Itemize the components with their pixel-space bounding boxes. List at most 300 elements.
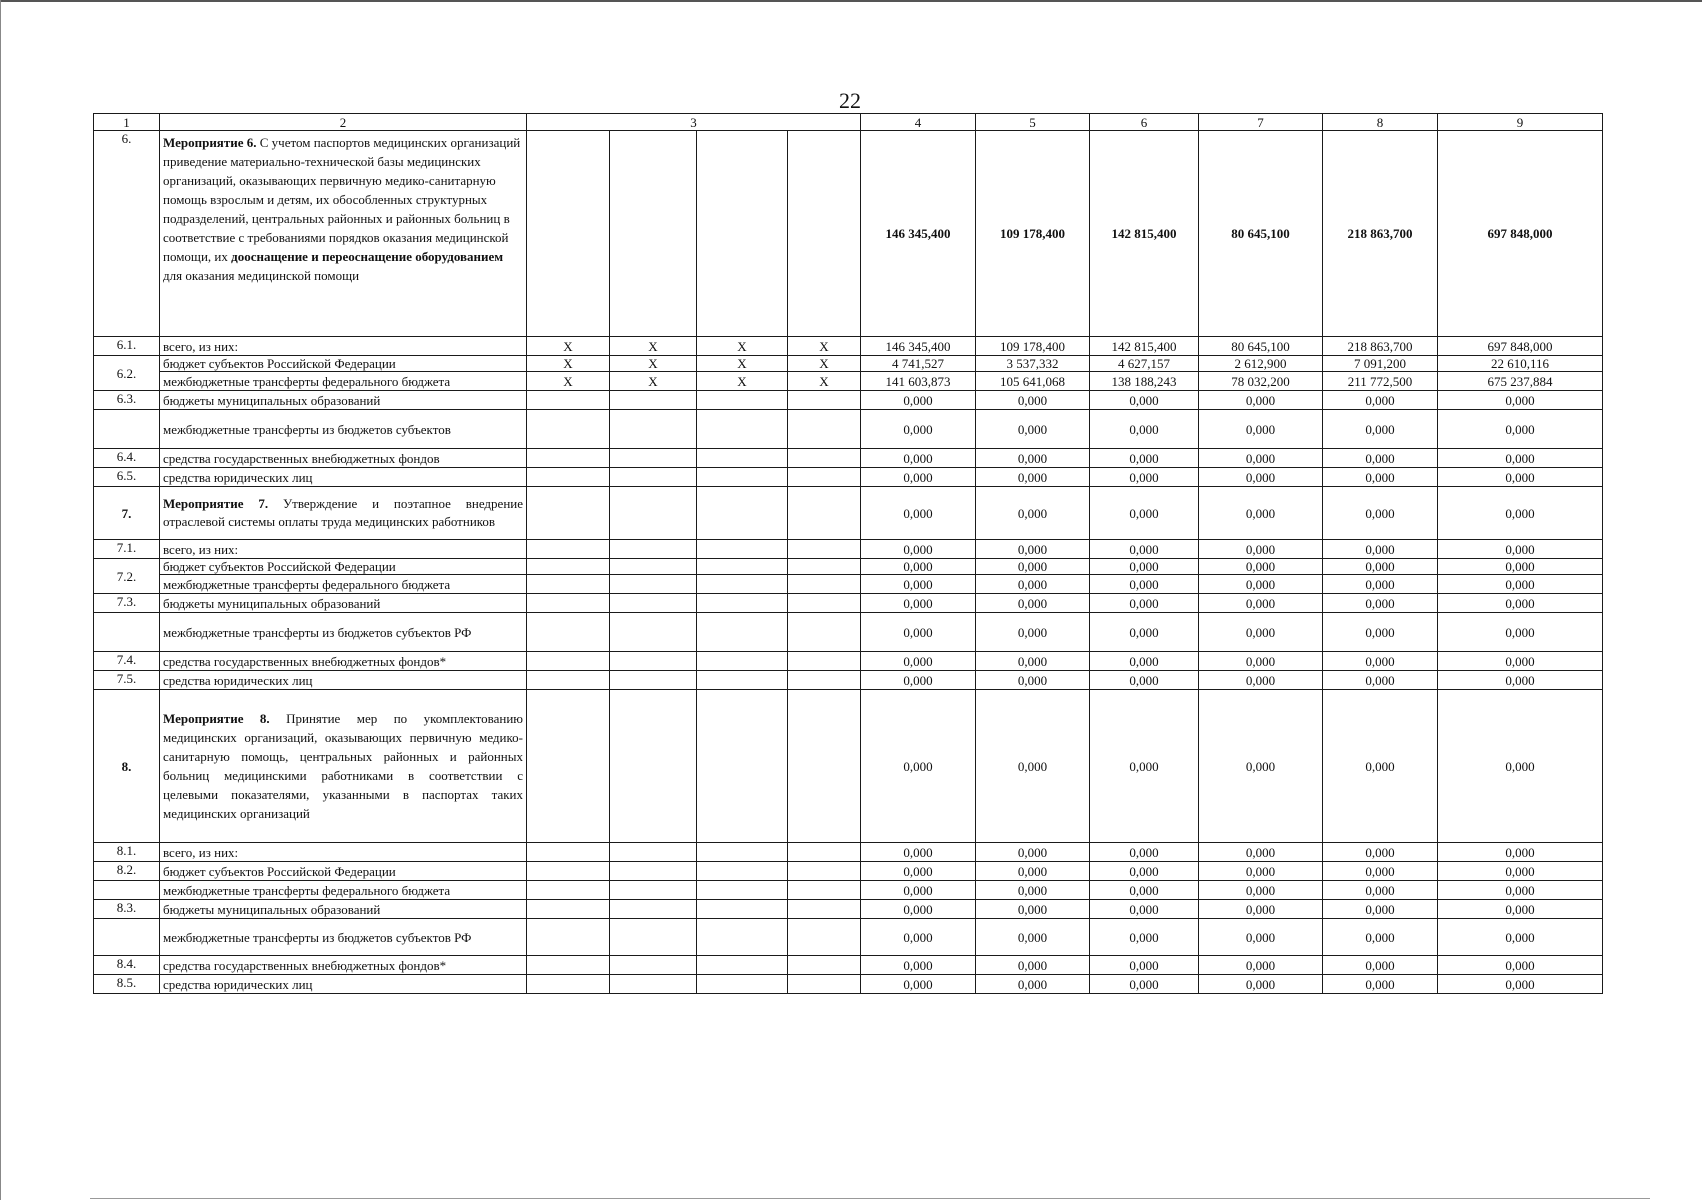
value-cell: 4 741,527 [861,356,976,372]
value-cell: 0,000 [976,919,1090,956]
x-cell [527,487,610,540]
x-cell [527,613,610,652]
activity-title: Мероприятие 6. [163,135,257,150]
x-cell [527,594,610,613]
row-number: 7.4. [94,652,160,671]
value-cell: 0,000 [1199,652,1323,671]
header-cell: 4 [861,114,976,131]
scan-edge-bottom [90,1198,1650,1199]
header-cell: 5 [976,114,1090,131]
x-cell [697,862,788,881]
x-cell [697,881,788,900]
row-number [94,881,160,900]
value-cell: 0,000 [861,956,976,975]
table-row [94,540,1603,559]
x-cell [697,594,788,613]
value-cell: 0,000 [976,410,1090,449]
value-cell: 109 178,400 [976,337,1090,356]
value-cell: 0,000 [1199,410,1323,449]
x-cell [697,449,788,468]
x-cell [788,956,861,975]
x-cell [697,391,788,410]
value-cell: 0,000 [861,575,976,594]
x-cell [610,690,697,843]
x-cell: X [610,372,697,391]
activity-description [160,690,527,843]
row-label: бюджет субъектов Российской Федерации [160,559,527,575]
x-cell [697,900,788,919]
scan-edge-left [0,0,1,1200]
value-cell: 0,000 [1438,843,1603,862]
activity-description [160,487,527,540]
activity-6-row [94,131,1603,337]
value-cell: 0,000 [1438,862,1603,881]
x-cell [788,487,861,540]
value-cell: 0,000 [1199,881,1323,900]
value-cell: 0,000 [1323,690,1438,843]
row-label: средства государственных внебюджетных фондов [160,449,527,468]
x-cell [697,468,788,487]
value-cell: 0,000 [1438,919,1603,956]
value-cell: 0,000 [1323,652,1438,671]
x-cell [788,900,861,919]
x-cell [788,690,861,843]
value-cell: 0,000 [861,900,976,919]
value-cell: 0,000 [1323,613,1438,652]
value-cell: 0,000 [1090,690,1199,843]
table-row [94,671,1603,690]
scan-edge-top [0,0,1702,2]
value-cell: 0,000 [976,613,1090,652]
value-cell: 0,000 [1323,900,1438,919]
row-label: всего, из них: [160,843,527,862]
value-cell: 0,000 [861,594,976,613]
x-cell: X [697,337,788,356]
x-cell [610,540,697,559]
value-cell: 218 863,700 [1323,131,1438,337]
x-cell [697,956,788,975]
value-cell: 142 815,400 [1090,131,1199,337]
value-cell: 0,000 [1090,881,1199,900]
x-cell [788,449,861,468]
value-cell: 0,000 [1438,613,1603,652]
value-cell: 0,000 [1438,690,1603,843]
value-cell: 146 345,400 [861,337,976,356]
x-cell [610,594,697,613]
value-cell: 0,000 [1323,559,1438,575]
value-cell: 0,000 [976,975,1090,994]
table-row [94,975,1603,994]
value-cell: 7 091,200 [1323,356,1438,372]
value-cell: 0,000 [1438,956,1603,975]
x-cell [527,131,610,337]
value-cell: 0,000 [861,540,976,559]
x-cell [527,862,610,881]
value-cell: 0,000 [861,975,976,994]
table-row [94,468,1603,487]
x-cell [788,652,861,671]
x-cell [697,690,788,843]
value-cell: 109 178,400 [976,131,1090,337]
value-cell: 0,000 [976,900,1090,919]
row-label: бюджет субъектов Российской Федерации [160,356,527,372]
x-cell [610,881,697,900]
value-cell: 0,000 [1199,594,1323,613]
row-label: межбюджетные трансферты из бюджетов субъектов РФ [160,613,527,652]
value-cell: 0,000 [1199,956,1323,975]
x-cell [610,449,697,468]
value-cell: 142 815,400 [1090,337,1199,356]
value-cell: 0,000 [1438,410,1603,449]
table-row [94,559,1603,575]
value-cell: 0,000 [1323,391,1438,410]
header-cell: 3 [527,114,861,131]
value-cell: 0,000 [1323,468,1438,487]
x-cell [610,613,697,652]
x-cell [527,671,610,690]
x-cell [527,919,610,956]
header-cell: 6 [1090,114,1199,131]
table-row [94,337,1603,356]
value-cell: 0,000 [1438,449,1603,468]
value-cell: 218 863,700 [1323,337,1438,356]
x-cell [527,391,610,410]
x-cell: X [697,372,788,391]
value-cell: 0,000 [1323,487,1438,540]
value-cell: 0,000 [1323,956,1438,975]
x-cell [788,919,861,956]
row-number: 8. [94,690,160,843]
activity-text: Принятие мер по укомплектованию медицинских организаций, оказывающих первичную медико-санитарную помощь, центральных районных и районных больниц медицинскими работниками в соответствии с целевыми показателями, указанными в паспортах таких медицинских организаций [163,711,523,821]
x-cell [697,487,788,540]
value-cell: 675 237,884 [1438,372,1603,391]
x-cell [610,956,697,975]
value-cell: 0,000 [1199,391,1323,410]
value-cell: 0,000 [1323,410,1438,449]
x-cell [527,559,610,575]
value-cell: 0,000 [976,843,1090,862]
row-label: средства юридических лиц [160,468,527,487]
row-label: всего, из них: [160,540,527,559]
value-cell: 0,000 [976,540,1090,559]
value-cell: 22 610,116 [1438,356,1603,372]
table-row [94,449,1603,468]
x-cell [788,131,861,337]
row-label: средства государственных внебюджетных фондов* [160,956,527,975]
x-cell [527,410,610,449]
x-cell [788,559,861,575]
value-cell: 0,000 [1090,975,1199,994]
value-cell: 697 848,000 [1438,337,1603,356]
x-cell [527,843,610,862]
row-number: 6.2. [94,356,160,391]
value-cell: 0,000 [1199,449,1323,468]
x-cell [527,449,610,468]
x-cell [697,975,788,994]
value-cell: 0,000 [976,862,1090,881]
x-cell [697,613,788,652]
value-cell: 0,000 [1438,391,1603,410]
value-cell: 0,000 [976,559,1090,575]
value-cell: 0,000 [861,881,976,900]
x-cell [697,652,788,671]
x-cell [697,919,788,956]
x-cell [610,468,697,487]
value-cell: 0,000 [1438,540,1603,559]
row-number: 8.1. [94,843,160,862]
x-cell [527,881,610,900]
budget-table [93,113,1603,994]
value-cell: 0,000 [861,690,976,843]
x-cell [788,575,861,594]
x-cell [788,594,861,613]
x-cell [527,690,610,843]
x-cell [610,410,697,449]
value-cell: 0,000 [1199,919,1323,956]
row-number [94,410,160,449]
value-cell: 0,000 [1199,671,1323,690]
value-cell: 0,000 [976,391,1090,410]
row-label: бюджеты муниципальных образований [160,391,527,410]
value-cell: 0,000 [1090,559,1199,575]
row-label: бюджеты муниципальных образований [160,900,527,919]
value-cell: 3 537,332 [976,356,1090,372]
row-number: 6.3. [94,391,160,410]
x-cell [527,956,610,975]
x-cell [610,862,697,881]
table-row [94,356,1603,372]
table-row [94,575,1603,594]
row-number [94,613,160,652]
row-number: 7.1. [94,540,160,559]
x-cell [610,575,697,594]
x-cell [610,391,697,410]
value-cell: 0,000 [861,391,976,410]
x-cell: X [788,356,861,372]
x-cell [610,559,697,575]
value-cell: 0,000 [1438,575,1603,594]
value-cell: 146 345,400 [861,131,976,337]
value-cell: 0,000 [1438,975,1603,994]
row-label: средства государственных внебюджетных фондов* [160,652,527,671]
x-cell [527,540,610,559]
value-cell: 0,000 [861,843,976,862]
value-cell: 0,000 [1199,690,1323,843]
row-label: всего, из них: [160,337,527,356]
x-cell [610,131,697,337]
value-cell: 0,000 [1323,975,1438,994]
x-cell: X [527,372,610,391]
row-number: 6.1. [94,337,160,356]
value-cell: 211 772,500 [1323,372,1438,391]
x-cell [788,410,861,449]
value-cell: 0,000 [1090,487,1199,540]
value-cell: 0,000 [1199,559,1323,575]
row-number: 7.2. [94,559,160,594]
header-row [94,114,1603,131]
table-row [94,843,1603,862]
value-cell: 0,000 [1323,671,1438,690]
value-cell: 697 848,000 [1438,131,1603,337]
value-cell: 0,000 [1323,449,1438,468]
table-row [94,919,1603,956]
value-cell: 0,000 [1090,410,1199,449]
activity-title: Мероприятие 7. [163,496,269,511]
value-cell: 0,000 [1090,919,1199,956]
x-cell [610,919,697,956]
value-cell: 0,000 [861,671,976,690]
value-cell: 0,000 [1199,575,1323,594]
header-cell: 9 [1438,114,1603,131]
value-cell: 141 603,873 [861,372,976,391]
x-cell: X [527,356,610,372]
value-cell: 0,000 [1090,843,1199,862]
value-cell: 0,000 [1323,575,1438,594]
value-cell: 0,000 [1438,468,1603,487]
x-cell: X [697,356,788,372]
value-cell: 0,000 [861,487,976,540]
row-label: бюджеты муниципальных образований [160,594,527,613]
value-cell: 0,000 [1323,919,1438,956]
x-cell [788,862,861,881]
value-cell: 0,000 [1323,540,1438,559]
x-cell [788,671,861,690]
value-cell: 0,000 [1438,487,1603,540]
x-cell [610,843,697,862]
value-cell: 105 641,068 [976,372,1090,391]
value-cell: 80 645,100 [1199,337,1323,356]
value-cell: 4 627,157 [1090,356,1199,372]
row-number: 6.5. [94,468,160,487]
value-cell: 0,000 [1438,900,1603,919]
row-number: 7. [94,487,160,540]
activity-text-bold: дооснащение и переоснащение оборудованием [231,249,504,264]
x-cell: X [610,356,697,372]
x-cell [610,975,697,994]
header-cell: 1 [94,114,160,131]
x-cell [788,468,861,487]
value-cell: 0,000 [861,919,976,956]
table-row [94,372,1603,391]
value-cell: 2 612,900 [1199,356,1323,372]
x-cell [610,487,697,540]
x-cell [697,131,788,337]
value-cell: 0,000 [861,652,976,671]
header-cell: 2 [160,114,527,131]
row-number: 6. [94,131,160,337]
activity-text: Утверждение и поэтапное внедрение отраслевой системы оплаты труда медицинских работников [163,496,523,529]
row-label: межбюджетные трансферты федерального бюджета [160,372,527,391]
table-row [94,391,1603,410]
value-cell: 0,000 [861,559,976,575]
value-cell: 0,000 [1323,881,1438,900]
value-cell: 0,000 [1438,652,1603,671]
row-number [94,919,160,956]
x-cell: X [788,337,861,356]
value-cell: 0,000 [1090,391,1199,410]
value-cell: 80 645,100 [1199,131,1323,337]
x-cell [697,410,788,449]
row-label: средства юридических лиц [160,975,527,994]
value-cell: 0,000 [1199,900,1323,919]
row-number: 7.5. [94,671,160,690]
activity-row [94,487,1603,540]
x-cell [697,559,788,575]
row-number: 8.4. [94,956,160,975]
table-row [94,652,1603,671]
value-cell: 0,000 [976,690,1090,843]
table-row [94,881,1603,900]
value-cell: 0,000 [976,468,1090,487]
row-label: межбюджетные трансферты федерального бюджета [160,575,527,594]
value-cell: 0,000 [1199,975,1323,994]
value-cell: 0,000 [976,487,1090,540]
x-cell [610,900,697,919]
row-number: 7.3. [94,594,160,613]
x-cell [788,540,861,559]
row-label: бюджет субъектов Российской Федерации [160,862,527,881]
row-label: межбюджетные трансферты из бюджетов субъектов РФ [160,919,527,956]
value-cell: 0,000 [1438,594,1603,613]
value-cell: 0,000 [861,468,976,487]
value-cell: 0,000 [1090,449,1199,468]
value-cell: 0,000 [1199,613,1323,652]
value-cell: 0,000 [1090,540,1199,559]
value-cell: 0,000 [861,410,976,449]
activity-row [94,690,1603,843]
x-cell [527,900,610,919]
table-row [94,410,1603,449]
value-cell: 0,000 [1090,862,1199,881]
x-cell [788,391,861,410]
value-cell: 0,000 [861,449,976,468]
x-cell [610,671,697,690]
activity-text: для оказания медицинской помощи [163,268,360,283]
x-cell [527,652,610,671]
x-cell: X [527,337,610,356]
value-cell: 0,000 [1323,843,1438,862]
activity-6-description [160,131,527,337]
x-cell [697,671,788,690]
x-cell [697,540,788,559]
table-row [94,900,1603,919]
activity-title: Мероприятие 8. [163,711,270,726]
value-cell: 0,000 [1438,881,1603,900]
table-row [94,862,1603,881]
value-cell: 0,000 [976,881,1090,900]
value-cell: 0,000 [1090,594,1199,613]
value-cell: 0,000 [1199,487,1323,540]
x-cell [788,843,861,862]
x-cell [788,975,861,994]
value-cell: 0,000 [976,575,1090,594]
value-cell: 0,000 [976,956,1090,975]
header-cell: 8 [1323,114,1438,131]
value-cell: 0,000 [976,652,1090,671]
value-cell: 0,000 [976,671,1090,690]
row-number: 8.5. [94,975,160,994]
value-cell: 0,000 [1090,575,1199,594]
row-number: 8.2. [94,862,160,881]
row-label: межбюджетные трансферты из бюджетов субъектов [160,410,527,449]
value-cell: 0,000 [861,862,976,881]
row-number: 8.3. [94,900,160,919]
table-row [94,956,1603,975]
page-number: 22 [839,88,861,113]
value-cell: 0,000 [1323,862,1438,881]
row-number: 6.4. [94,449,160,468]
value-cell: 78 032,200 [1199,372,1323,391]
